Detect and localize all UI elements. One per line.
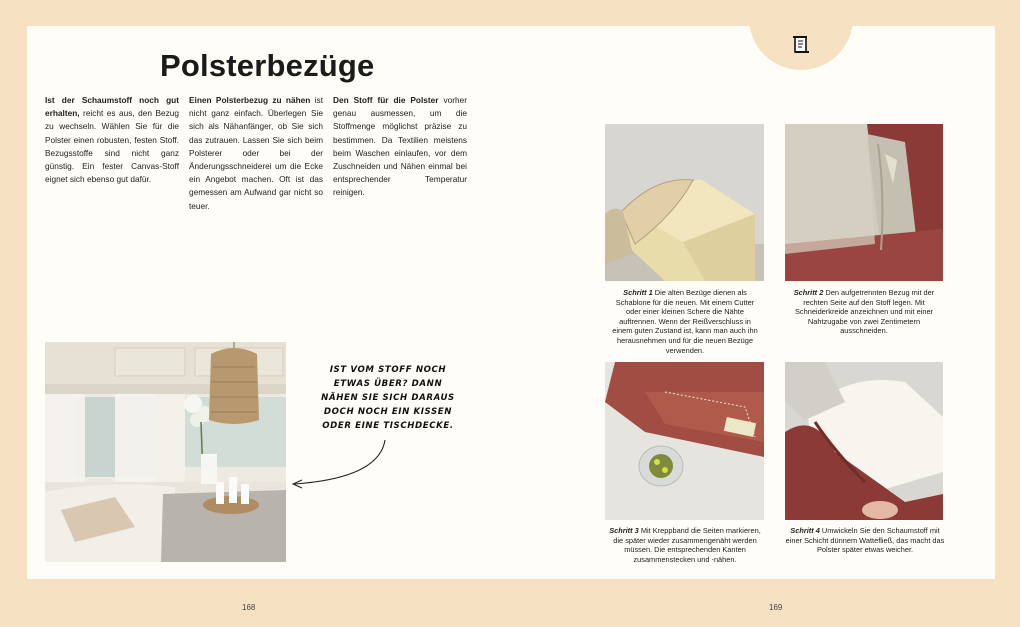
- page-number-right: 169: [769, 603, 783, 612]
- step-1-photo: [605, 124, 764, 281]
- step-2-photo: [785, 124, 943, 281]
- page-number-left: 168: [242, 603, 256, 612]
- text-column-3: Den Stoff für die Polster vorher genau ausmessen, um die Stoffmenge möglichst präzise zu bestimmen. Da Textilien meistens beim Waschen einlaufen, vor dem Zuschneiden und Nähen einmal bei entsprechender Temperatur reinigen.: [333, 95, 467, 198]
- handwritten-note: IST VOM STOFF NOCH ETWAS ÜBER? DANN NÄHEN SIE SICH DARAUS DOCH NOCH EIN KISSEN ODER EINE TISCHDECKE.: [321, 365, 455, 431]
- page-title: Polsterbezüge: [160, 48, 375, 83]
- scroll-icon: [791, 34, 811, 56]
- book-spread: [27, 26, 995, 579]
- text-column-1: Ist der Schaumstoff noch gut erhalten, reicht es aus, den Bezug zu wechseln. Wählen Sie für die Polster einen robusten, festen Stoff. Bezugsstoffe sind nicht ganz günstig. Ein fester Canvas-Stoff eignet sich ebenso gut dafür.: [45, 95, 179, 185]
- step-3-caption: Schritt 3 Mit Kreppband die Seiten markieren, die später wieder zusammengenäht werden müssen. Die entsprechenden Kanten zusammenstecken und -nähen.: [609, 526, 761, 564]
- caravan-interior-photo: [45, 342, 286, 562]
- chapter-tab: [749, 0, 853, 70]
- curved-arrow-icon: [289, 436, 419, 496]
- step-4-photo: [785, 362, 943, 520]
- step-4-caption: Schritt 4 Umwickeln Sie den Schaumstoff mit einer Schicht dünnem Wattefließ, das macht das Polster später etwas weicher.: [785, 526, 945, 555]
- step-1-caption: Schritt 1 Die alten Bezüge dienen als Schablone für die neuen. Mit einem Cutter oder einer kleinen Schere die Nähte auftrennen. Wenn der Reißverschluss in einem guten Zustand ist, kann man auch ihn herausnehmen und für die neuen Bezüge verwenden.: [612, 288, 758, 355]
- step-3-photo: [605, 362, 764, 520]
- step-2-caption: Schritt 2 Den aufgetrennten Bezug mit der rechten Seite auf den Stoff legen. Mit Schneiderkreide anzeichnen und mit einer Nahtzugabe von zwei Zentimetern ausschneiden.: [793, 288, 935, 336]
- text-column-2: Einen Polsterbezug zu nähen ist nicht ganz einfach. Überlegen Sie sich als Nähanfänger, ob Sie sich das zutrauen. Lassen Sie sich beim Polsterer oder bei der Änderungsschneiderei um die Ecke ein Angebot machen. Oft ist das gemessen am Aufwand gar nicht so teuer.: [189, 95, 323, 211]
